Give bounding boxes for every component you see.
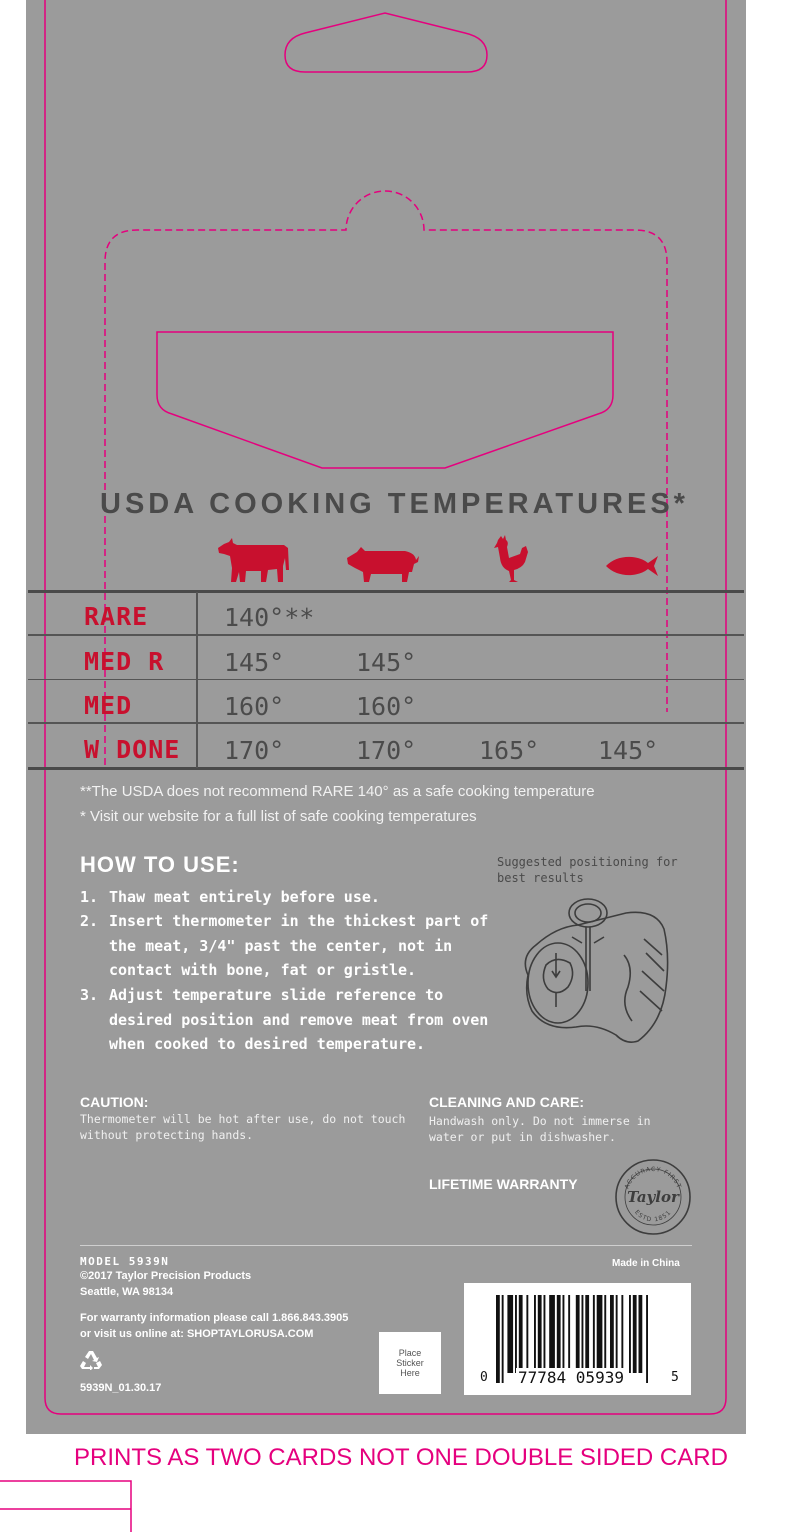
barcode-bar	[639, 1295, 643, 1373]
registration-marks	[0, 1481, 131, 1532]
caution-heading: CAUTION:	[80, 1094, 149, 1110]
step-2	[80, 909, 500, 983]
blister-window	[157, 332, 613, 468]
taylor-seal-logo	[614, 1158, 692, 1236]
barcode-bar	[621, 1295, 623, 1373]
step-text: Insert thermometer in the thickest part of the meat, 3/4" past the center, not in contact with bone, fat or gristle.	[109, 912, 489, 979]
print-instruction-banner: PRINTS AS TWO CARDS NOT ONE DOUBLE SIDED CARD	[74, 1444, 728, 1471]
barcode-bar	[604, 1295, 606, 1373]
address: Seattle, WA 98134	[80, 1286, 174, 1298]
cleaning-heading: CLEANING AND CARE:	[429, 1094, 585, 1110]
barcode-bar	[633, 1295, 637, 1373]
barcode-bar	[557, 1295, 561, 1373]
sticker-line: Sticker	[396, 1358, 424, 1368]
lifetime-warranty-heading: LIFETIME WARRANTY	[429, 1176, 578, 1192]
temp-medr-beef: 145°	[224, 648, 285, 677]
barcode-bar	[629, 1295, 631, 1373]
step-1	[80, 885, 500, 910]
fish-icon	[606, 554, 658, 578]
table-rule	[28, 679, 744, 680]
part-code: 5939N_01.30.17	[80, 1382, 162, 1394]
page-title: USDA COOKING TEMPERATURES*	[100, 488, 689, 520]
chicken-icon	[492, 534, 530, 584]
step-text: Thaw meat entirely before use.	[109, 888, 380, 906]
barcode-bar	[538, 1295, 542, 1373]
barcode-bar	[507, 1295, 513, 1373]
temp-medr-pork: 145°	[356, 648, 417, 677]
barcode-bar	[593, 1295, 595, 1373]
recycle-icon	[80, 1350, 102, 1370]
pig-icon	[345, 546, 419, 584]
barcode-bar	[549, 1295, 555, 1373]
svg-text:ACCURACY FIRST	[623, 1166, 682, 1190]
barcode-bar	[616, 1295, 618, 1373]
hang-hole	[285, 13, 487, 72]
barcode-bar	[563, 1295, 565, 1373]
table-column-divider	[196, 592, 198, 768]
step-text: Adjust temperature slide reference to desired position and remove meat from oven when cooked to desired temperature.	[109, 986, 489, 1053]
warranty-website: or visit us online at: SHOPTAYLORUSA.COM	[80, 1328, 314, 1340]
barcode-digit-right: 5	[671, 1370, 679, 1385]
made-in: Made in China	[612, 1258, 680, 1269]
row-label-med: MED	[84, 691, 133, 720]
step-number: 1.	[80, 888, 99, 906]
row-label-well-done: W DONE	[84, 735, 181, 764]
step-3	[80, 983, 500, 1057]
how-to-use-heading: HOW TO USE:	[80, 852, 240, 877]
barcode-bar	[610, 1295, 614, 1373]
seal-top-text: ACCURACY FIRST	[623, 1165, 683, 1190]
barcode-bar	[534, 1295, 536, 1373]
seal-bottom-text: ESTD 1851	[633, 1208, 673, 1224]
barcode-bar	[585, 1295, 589, 1373]
table-rule	[28, 590, 744, 593]
temp-wd-poultry: 165°	[479, 736, 540, 765]
temp-wd-pork: 170°	[356, 736, 417, 765]
illustration-caption: Suggested positioning for best results	[497, 855, 678, 885]
caution-text: Thermometer will be hot after use, do not touch without protecting hands.	[80, 1112, 406, 1142]
sticker-placeholder	[379, 1332, 441, 1394]
barcode-bar	[502, 1295, 504, 1383]
barcode-bar	[646, 1295, 648, 1383]
barcode	[464, 1283, 691, 1395]
temp-wd-beef: 170°	[224, 736, 285, 765]
sticker-line: Place	[398, 1348, 422, 1358]
meat-thermometer-illustration	[516, 895, 672, 1045]
barcode-bar	[496, 1295, 500, 1383]
barcode-digit-left: 0	[480, 1370, 488, 1385]
step-number: 3.	[80, 986, 99, 1004]
copyright: ©2017 Taylor Precision Products	[80, 1270, 252, 1282]
seal-brand-text: Taylor	[627, 1188, 679, 1206]
barcode-bar	[544, 1295, 546, 1373]
barcode-bar	[582, 1295, 584, 1373]
barcode-bar	[526, 1295, 528, 1373]
sticker-line: Here	[400, 1368, 420, 1378]
model-number: MODEL 5939N	[80, 1255, 170, 1268]
temp-med-beef: 160°	[224, 692, 285, 721]
cleaning-text: Handwash only. Do not immerse in water or put in dishwasher.	[429, 1114, 651, 1144]
cow-icon	[218, 536, 292, 584]
temp-wd-fish: 145°	[598, 736, 659, 765]
footer-divider	[80, 1245, 692, 1246]
barcode-bar	[519, 1295, 523, 1373]
temp-rare-beef: 140°**	[224, 603, 315, 632]
step-number: 2.	[80, 912, 99, 930]
barcode-bar	[515, 1295, 517, 1373]
barcode-bar	[597, 1295, 603, 1373]
row-label-med-rare: MED R	[84, 647, 165, 676]
table-rule	[28, 722, 744, 724]
barcode-digits-middle: 77784 05939	[518, 1368, 624, 1387]
temp-med-pork: 160°	[356, 692, 417, 721]
table-rule	[28, 634, 744, 636]
warranty-phone: For warranty information please call 1.866.843.3905	[80, 1312, 349, 1324]
row-label-rare: RARE	[84, 602, 149, 631]
footnote-rare: **The USDA does not recommend RARE 140° as a safe cooking temperature	[80, 783, 595, 800]
table-rule	[28, 767, 744, 770]
footnote-website: * Visit our website for a full list of safe cooking temperatures	[80, 808, 477, 825]
